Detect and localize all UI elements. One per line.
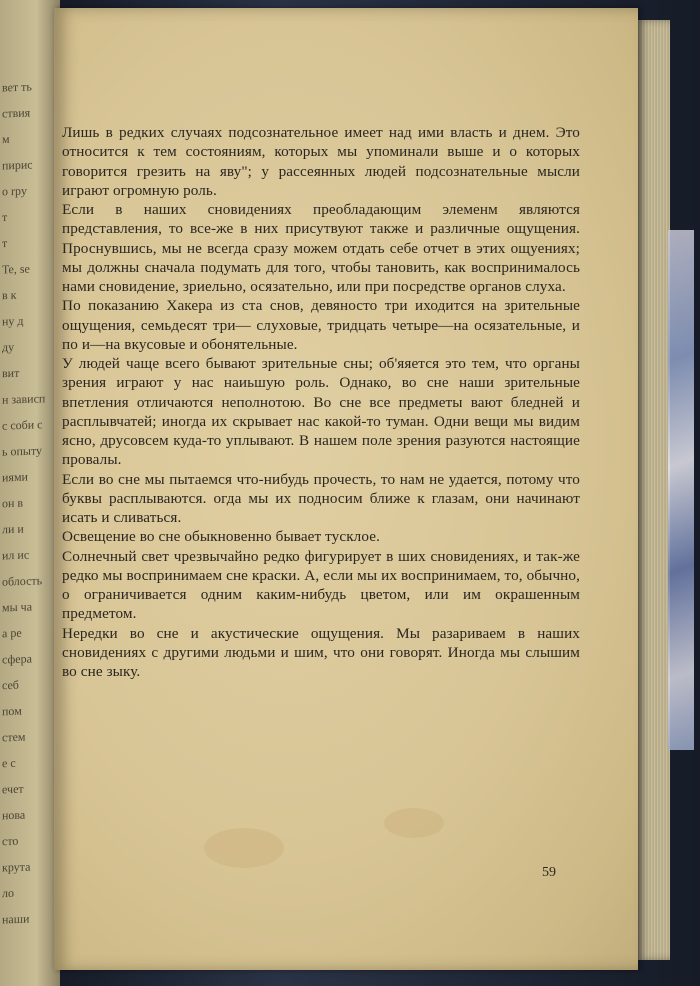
left-page-fragment: ь опыту xyxy=(2,443,43,459)
paper-stain xyxy=(384,808,444,838)
left-page-fragment: ствия xyxy=(2,105,31,121)
left-page-fragment: ил ис xyxy=(2,547,30,563)
left-page-fragment: облость xyxy=(2,573,43,589)
left-page-fragment: ду xyxy=(2,339,15,355)
left-page-fragment: иями xyxy=(2,469,28,485)
left-page xyxy=(0,0,60,986)
left-page-fragment: себ xyxy=(2,677,19,693)
left-page-fragment: сфера xyxy=(2,651,32,667)
marbled-cover-edge xyxy=(668,230,694,750)
paragraph: По показанию Хакера из ста снов, девяносто три иходится на зрительные ощущения, семьдесят три— слуховые, тридцать четыре—на осязательные, и по и—на вкусовые и обонятельные. xyxy=(62,297,580,353)
paragraph: Если во сне мы пытаемся что-нибудь прочесть, то нам не удается, потому что буквы расплываются. огда мы их подносим ближе к глазам, они начинают исать и сливаться. xyxy=(62,470,580,526)
left-page-fragment: ло xyxy=(2,885,14,901)
left-page-fragment: пирис xyxy=(2,157,33,173)
left-page-fragment: н зависп xyxy=(2,391,46,407)
left-page-fragment: мы ча xyxy=(2,599,33,615)
paragraph: Солнечный свет чрезвычайно редко фигурирует в ших сновидениях, и так-же редко мы воспринимаем сне краски. А, если мы их воспринимаем, то, обычно, о ограничивается одним каким-нибудь цветом, или им окрашенным предметом. xyxy=(62,547,580,623)
left-page-fragment: т xyxy=(2,209,8,225)
left-page-fragment: м xyxy=(2,131,10,147)
left-page-fragment: ечет xyxy=(2,781,24,797)
left-page-fragment: e c xyxy=(2,755,16,771)
left-page-fragment: с соби с xyxy=(2,417,43,433)
left-page-fragment: он в xyxy=(2,495,24,511)
paragraph: Освещение во сне обыкновенно бывает тусклое. xyxy=(62,528,380,546)
left-page-fragment: o rpy xyxy=(2,183,27,199)
page-body-text xyxy=(62,123,580,681)
page-number: 59 xyxy=(542,865,556,880)
left-page-fragment: Te, se xyxy=(2,261,30,277)
left-page-fragment: а ре xyxy=(2,625,22,641)
left-page-fragment: ну д xyxy=(2,313,24,329)
left-page-fragment: в к xyxy=(2,287,17,303)
left-page-fragment: крута xyxy=(2,859,31,875)
left-page-fragment: вет ть xyxy=(2,79,32,95)
left-page-fragment: т xyxy=(2,235,8,251)
left-page-fragment: наши xyxy=(2,911,30,927)
paragraph: Если в наших сновидениях преобладающим элеменм являются представления, то все-же в них присутвуют также и различные ощущения. Проснувшись, мы не всегда сразу можем отдать себе отчет в этих ощуениях; мы должны сначала подумать для того, чтобы тановить, как воспринималось нами сновидение, зриельно, осязательно, или при посредстве органов слуха. xyxy=(62,201,580,295)
left-page-fragment: нова xyxy=(2,807,26,823)
paragraph: Лишь в редких случаях подсознательное имеет над ими власть и днем. Это относится к тем состояниям, которых мы упоминали выше и о которых говорится грезить на яву"; у рассеянных людей подсознательные мысли играют огромную роль. xyxy=(62,124,580,199)
paper-stain xyxy=(204,828,284,868)
left-page-fragment: сто xyxy=(2,833,19,849)
paragraph: У людей чаще всего бывают зрительные сны; об'яяется это тем, что органы зрения играют у нас наиьшую роль. Однако, во сне наши зрительные впетления отличаются неполнотою. Во сне все предметы вают бледней и расплывчатей; иногда их скрывает нас какой-то туман. Одни вещи мы видим ясно, друсовсем куда-то уплывают. В нашем поле зрения разуются настоящие провалы. xyxy=(62,355,580,469)
paragraph: Нередки во сне и акустические ощущения. Мы разариваем в наших сновидениях с другими людьми и шим, что они говорят. Иногда мы слышим во сне зыку. xyxy=(62,624,580,680)
left-page-fragment: вит xyxy=(2,365,20,381)
page-stack-edge xyxy=(636,20,670,960)
left-page-fragment: ли и xyxy=(2,521,24,537)
left-page-fragment: пом xyxy=(2,703,22,719)
book-page xyxy=(54,8,638,970)
left-page-fragment: стем xyxy=(2,729,26,745)
